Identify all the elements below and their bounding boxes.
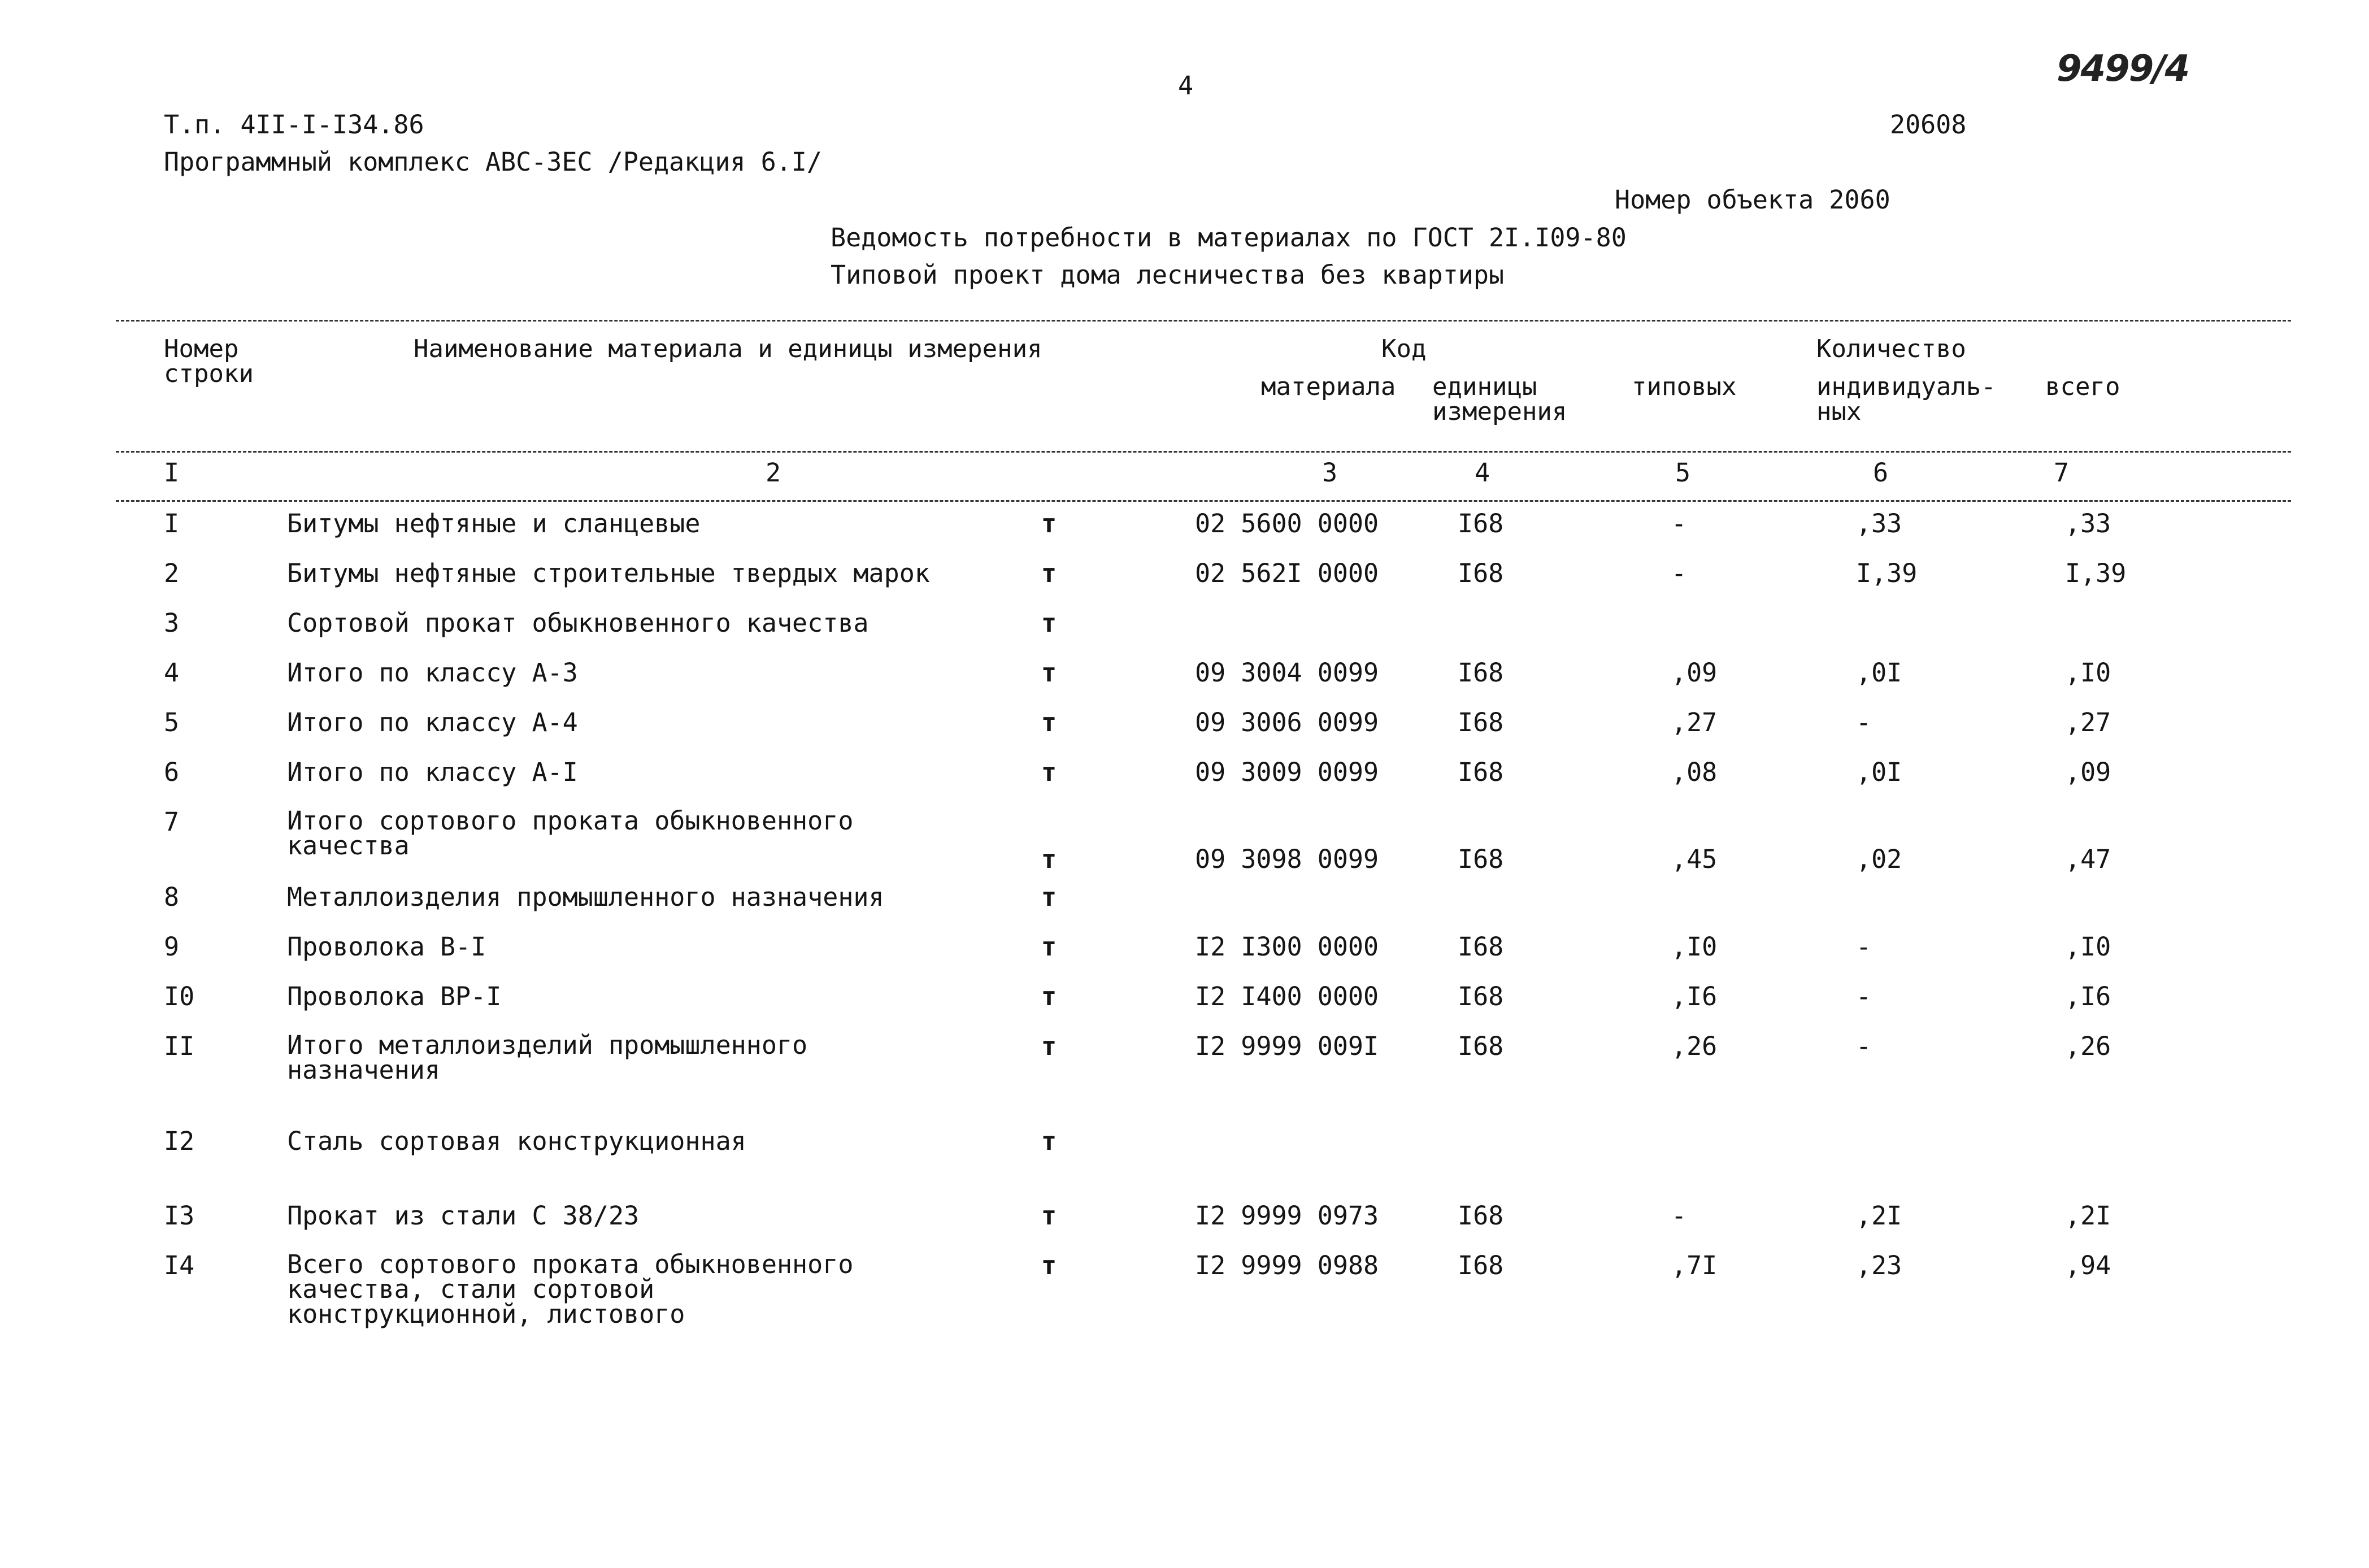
material-name: Проволока ВР-I — [287, 981, 502, 1011]
row-number: 6 — [164, 757, 180, 787]
unit-of-measure: т — [1041, 1250, 1057, 1280]
col-typical-header: типовых — [1632, 372, 1737, 401]
quantity-typical: ,45 — [1671, 844, 1718, 874]
quantity-individual: ,23 — [1856, 1250, 1902, 1280]
handwritten-number: 9499/4 — [2057, 48, 2189, 90]
unit-of-measure: т — [1041, 707, 1057, 737]
software-name: Программный комплекс АВС-3ЕС /Редакция 6.I/ — [164, 147, 822, 177]
material-name: Прокат из стали С 38/23 — [287, 1201, 640, 1231]
material-name: Проволока В-I — [287, 932, 486, 962]
material-code: 02 562I 0000 — [1195, 558, 1379, 588]
page-number: 4 — [1178, 71, 1194, 101]
quantity-typical: ,I6 — [1671, 981, 1718, 1011]
col-total-header: всего — [2045, 372, 2120, 401]
material-code: I2 I400 0000 — [1195, 981, 1379, 1011]
unit-of-measure: т — [1041, 558, 1057, 588]
material-code: 09 3004 0099 — [1195, 658, 1379, 688]
unit-code: I68 — [1458, 707, 1504, 737]
unit-code: I68 — [1458, 981, 1504, 1011]
material-name: Итого по классу А-I — [287, 757, 578, 787]
quantity-individual: - — [1856, 707, 1872, 737]
material-code: I2 I300 0000 — [1195, 932, 1379, 962]
quantity-total: ,I0 — [2065, 658, 2111, 688]
quantity-typical: - — [1671, 509, 1687, 538]
quantity-total: ,I0 — [2065, 932, 2111, 962]
quantity-typical: ,08 — [1671, 757, 1718, 787]
quantity-total: ,I6 — [2065, 981, 2111, 1011]
unit-code: I68 — [1458, 1031, 1504, 1061]
unit-code: I68 — [1458, 509, 1504, 538]
material-code: 09 3098 0099 — [1195, 844, 1379, 874]
quantity-total: ,26 — [2065, 1031, 2111, 1061]
row-number: II — [164, 1031, 195, 1061]
quantity-individual: ,33 — [1856, 509, 1902, 538]
material-name: Сталь сортовая конструкционная — [287, 1126, 746, 1156]
row-number: I3 — [164, 1201, 195, 1231]
col-row-number-header: Номер строки — [164, 335, 254, 388]
unit-code: I68 — [1458, 932, 1504, 962]
column-number-rule — [116, 500, 2291, 502]
quantity-typical: ,26 — [1671, 1031, 1718, 1061]
column-number: 2 — [766, 458, 781, 488]
quantity-total: I,39 — [2065, 558, 2127, 588]
unit-of-measure: т — [1041, 1031, 1057, 1061]
material-name: Итого сортового проката обыкновенного качества — [287, 806, 854, 861]
material-name: Металлоизделия промышленного назначения — [287, 882, 884, 912]
row-number: I0 — [164, 981, 195, 1011]
row-number: 9 — [164, 932, 180, 962]
quantity-individual: - — [1856, 1031, 1872, 1061]
unit-of-measure: т — [1041, 658, 1057, 688]
row-number: 8 — [164, 882, 180, 912]
column-number: 3 — [1322, 458, 1338, 488]
row-number: 5 — [164, 707, 180, 737]
quantity-typical: ,I0 — [1671, 932, 1718, 962]
quantity-total: ,33 — [2065, 509, 2111, 538]
material-name: Битумы нефтяные и сланцевые — [287, 509, 701, 538]
unit-code: I68 — [1458, 844, 1504, 874]
row-number: 3 — [164, 608, 180, 638]
quantity-total: ,27 — [2065, 707, 2111, 737]
quantity-typical: ,27 — [1671, 707, 1718, 737]
document-code: Т.п. 4II-I-I34.86 — [164, 110, 424, 140]
column-number: I — [164, 458, 180, 488]
quantity-individual: I,39 — [1856, 558, 1918, 588]
row-number: I4 — [164, 1250, 195, 1280]
col-quantity-header: Количество — [1816, 335, 1966, 363]
column-number: 7 — [2054, 458, 2070, 488]
document-subtitle: Типовой проект дома лесничества без квартиры — [831, 260, 1505, 290]
column-number: 5 — [1675, 458, 1691, 488]
column-number: 6 — [1873, 458, 1889, 488]
quantity-total: ,09 — [2065, 757, 2111, 787]
table-top-rule — [116, 320, 2291, 322]
header-right-code: 20608 — [1890, 110, 1967, 140]
quantity-typical: - — [1671, 1201, 1687, 1231]
quantity-individual: ,2I — [1856, 1201, 1902, 1231]
quantity-total: ,94 — [2065, 1250, 2111, 1280]
unit-of-measure: т — [1041, 981, 1057, 1011]
material-name: Всего сортового проката обыкновенного качества, стали сортовой конструкционной, листового — [287, 1249, 854, 1329]
quantity-typical: ,09 — [1671, 658, 1718, 688]
material-name: Итого по классу А-3 — [287, 658, 578, 688]
material-name: Итого по классу А-4 — [287, 707, 578, 737]
col-individual-header: индивидуаль- ных — [1816, 372, 1996, 426]
unit-code: I68 — [1458, 757, 1504, 787]
material-code: I2 9999 0988 — [1195, 1250, 1379, 1280]
document-title: Ведомость потребности в материалах по ГОСТ 2I.I09-80 — [831, 223, 1627, 253]
quantity-individual: - — [1856, 932, 1872, 962]
unit-code: I68 — [1458, 658, 1504, 688]
unit-code: I68 — [1458, 558, 1504, 588]
quantity-typical: - — [1671, 558, 1687, 588]
row-number: 2 — [164, 558, 180, 588]
material-name: Итого металлоизделий промышленного назначения — [287, 1030, 808, 1085]
row-number: I2 — [164, 1126, 195, 1156]
material-name: Битумы нефтяные строительные твердых марок — [287, 558, 930, 588]
unit-of-measure: т — [1041, 1201, 1057, 1231]
unit-of-measure: т — [1041, 757, 1057, 787]
unit-of-measure: т — [1041, 932, 1057, 962]
quantity-individual: - — [1856, 981, 1872, 1011]
col-code-header: Код — [1381, 335, 1427, 363]
quantity-total: ,2I — [2065, 1201, 2111, 1231]
material-code: 09 3006 0099 — [1195, 707, 1379, 737]
col-name-header: Наименование материала и единицы измерения — [414, 335, 1042, 363]
col-code-material-header: материала — [1261, 372, 1396, 401]
material-code: I2 9999 0973 — [1195, 1201, 1379, 1231]
row-number: 7 — [164, 807, 180, 837]
object-number: Номер объекта 2060 — [1615, 185, 1890, 215]
row-number: I — [164, 509, 180, 538]
material-name: Сортовой прокат обыкновенного качества — [287, 608, 869, 638]
quantity-individual: ,0I — [1856, 757, 1902, 787]
quantity-individual: ,02 — [1856, 844, 1902, 874]
column-number: 4 — [1475, 458, 1490, 488]
col-code-unit-header: единицы измерения — [1432, 372, 1567, 426]
material-code: 02 5600 0000 — [1195, 509, 1379, 538]
unit-of-measure: т — [1041, 608, 1057, 638]
unit-of-measure: т — [1041, 1126, 1057, 1156]
quantity-total: ,47 — [2065, 844, 2111, 874]
unit-of-measure: т — [1041, 509, 1057, 538]
unit-of-measure: т — [1041, 844, 1057, 874]
unit-code: I68 — [1458, 1201, 1504, 1231]
header-rule — [116, 451, 2291, 453]
unit-of-measure: т — [1041, 882, 1057, 912]
unit-code: I68 — [1458, 1250, 1504, 1280]
material-code: I2 9999 009I — [1195, 1031, 1379, 1061]
material-code: 09 3009 0099 — [1195, 757, 1379, 787]
quantity-typical: ,7I — [1671, 1250, 1718, 1280]
quantity-individual: ,0I — [1856, 658, 1902, 688]
row-number: 4 — [164, 658, 180, 688]
